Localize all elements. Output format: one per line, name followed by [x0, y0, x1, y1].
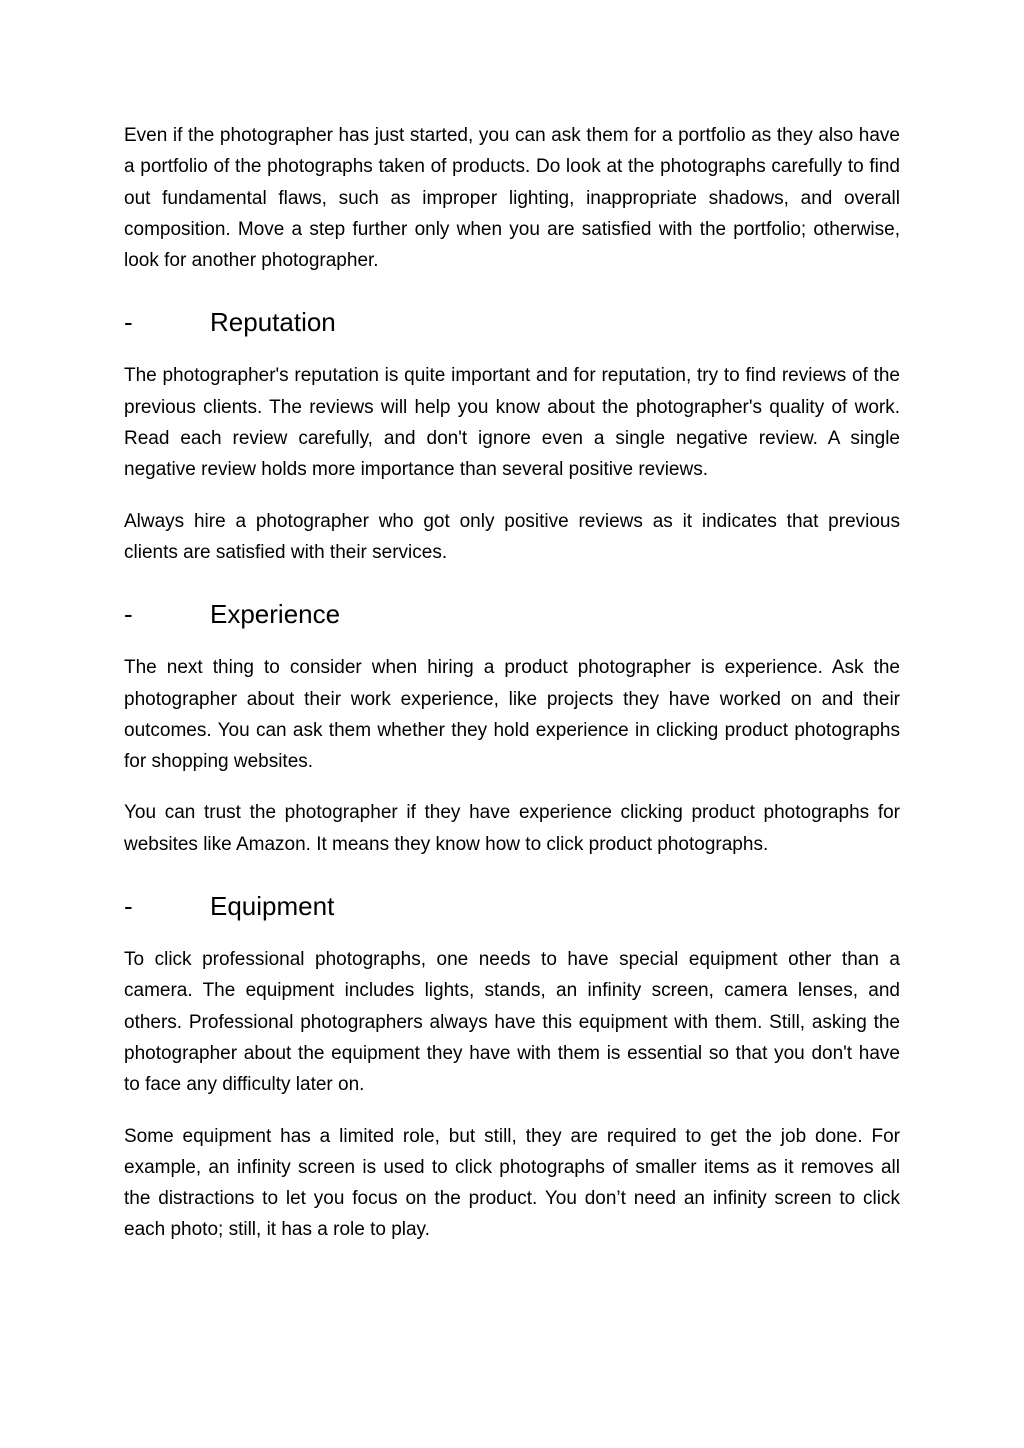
intro-paragraph: Even if the photographer has just started, you can ask them for a portfolio as they also have a portfolio of the photographs taken of products. Do look at the photographs carefully to find out fundamental flaws, such as improper lighting, inappropriate shadows, and overall composition. Move a step further only when you are satisfied with the portfolio; otherwise, look for another photographer.: [124, 125, 900, 272]
heading-text: Experience: [210, 599, 341, 630]
paragraph: To click professional photographs, one needs to have special equipment other than a camera. The equipment includes lights, stands, an infinity screen, camera lenses, and others. Professional photographers always have this equipment with them. Still, asking the photographer about the equipment they have with them is essential so that you don't have to face any difficulty later on.: [124, 949, 900, 1096]
paragraph: You can trust the photographer if they have experience clicking product photographs for websites like Amazon. It means they know how to click product photographs.: [124, 802, 900, 855]
heading-bullet: -: [124, 599, 133, 630]
section-heading-equipment: [124, 890, 900, 922]
heading-bullet: -: [124, 307, 133, 338]
heading-text: Reputation: [210, 307, 336, 338]
heading-text: Equipment: [210, 891, 335, 922]
paragraph: Some equipment has a limited role, but still, they are required to get the job done. For example, an infinity screen is used to click photographs of smaller items as it removes all the distractions to let you focus on the product. You don’t need an infinity screen to click each photo; still, it has a role to play.: [124, 1125, 900, 1241]
section-heading-reputation: [124, 306, 900, 338]
heading-bullet: -: [124, 891, 133, 922]
document-page: [124, 120, 900, 1246]
paragraph: The next thing to consider when hiring a product photographer is experience. Ask the photographer about their work experience, like projects they have worked on and their outcomes. You can ask them whether they hold experience in clicking product photographs for shopping websites.: [124, 657, 900, 773]
paragraph: The photographer's reputation is quite important and for reputation, try to find reviews of the previous clients. The reviews will help you know about the photographer's quality of work. Read each review carefully, and don't ignore even a single negative review. A single negative review holds more importance than several positive reviews.: [124, 365, 900, 481]
section-heading-experience: [124, 598, 900, 630]
paragraph: Always hire a photographer who got only positive reviews as it indicates that previous clients are satisfied with their services.: [124, 510, 900, 563]
